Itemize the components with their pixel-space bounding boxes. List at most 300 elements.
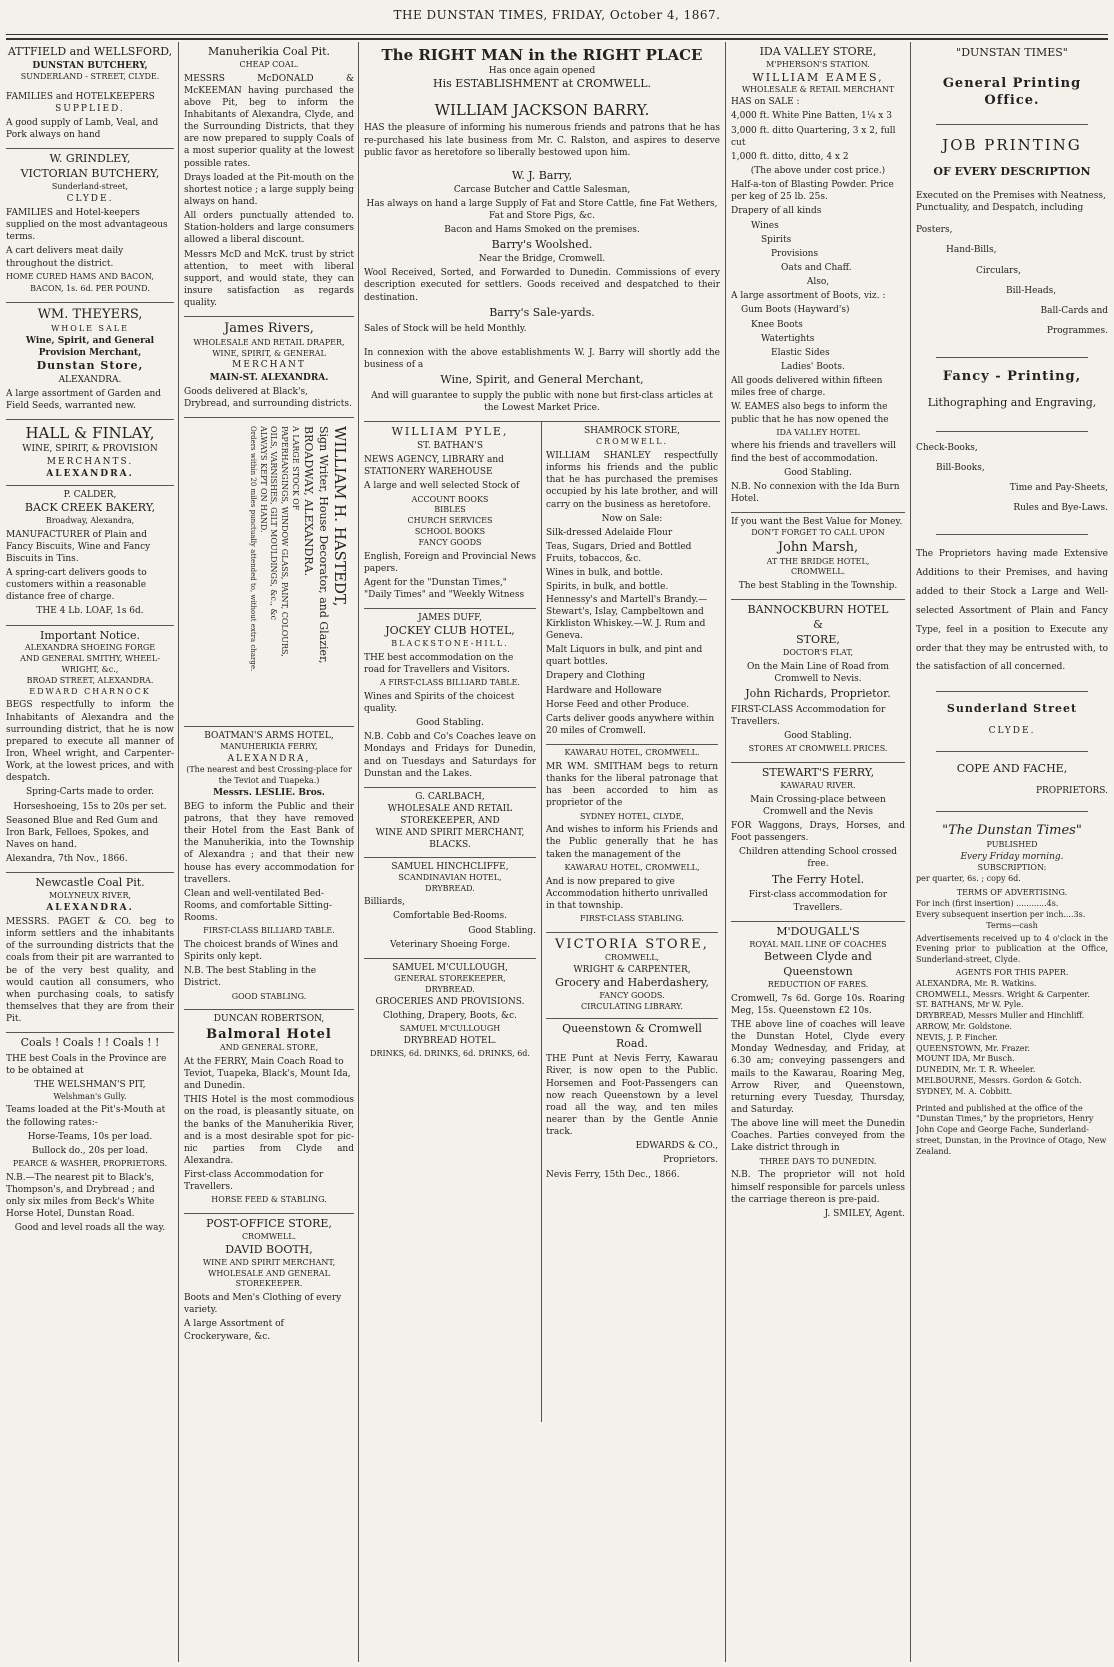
ad-section-title: Barry's Sale-yards. (489, 305, 595, 319)
ad-line: Orders within 20 miles punctually attended to, without extra charge. (248, 426, 257, 672)
ad-line: WHOLESALE & RETAIL MERCHANT (741, 85, 895, 95)
ad-bannockburn (731, 600, 905, 763)
ad-body: Gum Boots (Hayward's) (741, 305, 850, 316)
ad-line: Near the Bridge, Cromwell. (478, 254, 606, 265)
ad-body: Good Stabling. (784, 731, 852, 742)
ad-body: FOR Waggons, Drays, Horses, and Foot passengers. (731, 820, 905, 844)
ad-body: Horse-Teams, 10s per load. (27, 1131, 153, 1142)
ad-line: WHOLE SALE (51, 323, 129, 333)
ad-shamrock (546, 422, 718, 745)
printing-office-title: "DUNSTAN TIMES" (956, 46, 1068, 59)
ad-line: If you want the Best Value for Money. (731, 517, 903, 528)
ad-title: ATTFIELD and WELLSFORD, (7, 45, 173, 58)
column-divider (178, 42, 179, 1662)
ad-body: MESSRS. PAGET & CO. beg to inform settlers and the inhabitants of the surrounding districts that the coals from their pit are warranted to be of the very best quality, and would caution all consumers, who when purchasing coals, to satisfy themselves that they are from their Pit. (6, 917, 174, 1025)
ad-hinchcliffe (364, 858, 536, 959)
ad-title: BANNOCKBURN HOTEL (747, 603, 889, 617)
agent-entry: NEVIS, J. P. Fincher. (916, 1032, 998, 1042)
ad-body: A cart delivers meat daily throughout the district. (6, 246, 124, 269)
ad-line: His ESTABLISHMENT at CROMWELL. (432, 77, 651, 91)
terms-cash: Terms—cash (986, 920, 1038, 930)
ad-body: Seasoned Blue and Red Gum and Iron Bark, Felloes, Spokes, and Naves on hand. (6, 815, 158, 850)
ad-line: AND GENERAL STORE, (219, 1043, 319, 1053)
ad-town: CLYDE. (66, 193, 114, 204)
dunstan-times-title: "The Dunstan Times" (942, 823, 1082, 839)
ad-body: Wool Received, Sorted, and Forwarded to Dunedin. Commissions of every description executed for settlers. Goods received and despatched to their destination. (364, 268, 720, 303)
ad-title: P. CALDER, (63, 489, 117, 500)
printing-item: Bill-Heads, (1006, 285, 1057, 296)
ad-line: DRYBREAD. (425, 984, 475, 994)
ad-body: STORES AT CROMWELL PRICES. (748, 744, 888, 754)
ad-body: N.B. The proprietor will not hold himself responsible for parcels unless the carriage thereon is pre-paid. (731, 1170, 905, 1205)
ad-address: SUNDERLAND - STREET, CLYDE. (20, 71, 160, 81)
ad-line: MOLYNEUX RIVER, (48, 891, 132, 901)
ad-duff (364, 609, 536, 788)
ad-robertson (184, 1010, 354, 1214)
ad-body: NEWS AGENCY, LIBRARY and STATIONERY WAREHOUSE (364, 455, 504, 478)
ad-theyers (6, 303, 174, 420)
ad-line: Dunstan Store, (36, 358, 144, 372)
subcolumn-divider (541, 422, 542, 1422)
ad-body: On the Main Line of Road from Cromwell to Nevis. (747, 661, 889, 684)
ad-section-title: Barry's Woolshed. (491, 238, 593, 252)
ad-line: HAS on SALE : (731, 97, 800, 108)
ad-line: DOCTOR'S FLAT, (782, 647, 854, 657)
ad-body: Good Stabling. (784, 467, 852, 478)
ad-body: THREE DAYS TO DUNEDIN. (759, 1156, 877, 1166)
ad-body: Provisions (771, 248, 819, 259)
ad-body: The best Stabling in the Township. (738, 581, 898, 592)
ad-line: WRIGHT & CARPENTER, (573, 965, 691, 976)
agent-entry: ALEXANDRA, Mr. R. Watkins. (916, 978, 1037, 988)
ad-body: Teas, Sugars, Dried and Bottled Fruits, tobaccos, &c. (546, 542, 692, 565)
ad-body: EDWARDS & CO., (635, 1141, 718, 1152)
ad-line: AT THE BRIDGE HOTEL, (766, 556, 870, 566)
column-divider (358, 42, 359, 1662)
ad-line: REDUCTION OF FARES. (767, 979, 869, 989)
ad-body: Veterinary Shoeing Forge. (390, 939, 510, 950)
ad-body: Children attending School crossed free. (739, 847, 897, 870)
ad-attfield (6, 42, 174, 149)
ad-line: Has once again opened (488, 66, 596, 77)
ad-body: (The above under cost price.) (750, 165, 886, 176)
ad-line: John Richards, Proprietor. (745, 686, 891, 700)
ad-subtitle: Balmoral Hotel (206, 1026, 332, 1042)
ad-title: WILLIAM H. HASTEDT, (331, 426, 349, 607)
ad-line: ALEXANDRA, (227, 753, 311, 764)
ad-body: N.B. Cobb and Co's Coaches leave on Mondays and Fridays for Dunedin, and on Tuesdays and Saturdays for Dunstan and the Lakes. (364, 732, 536, 779)
rotated-advert (247, 426, 350, 716)
ad-body: Boots and Men's Clothing of every variety. (184, 1293, 342, 1316)
agent-entry: QUEENSTOWN, Mr. Frazer. (916, 1043, 1030, 1053)
ad-body: Malt Liquors in bulk, and pint and quart bottles. (546, 645, 703, 668)
ad-hastedt (184, 418, 354, 727)
ad-line: The Ferry Hotel. (771, 872, 865, 886)
ad-body: Hardware and Holloware (546, 685, 662, 696)
ad-hall-finlay (6, 420, 174, 486)
ad-line: BLACKSTONE-HILL. (391, 639, 509, 649)
column-divider (910, 42, 911, 1662)
printing-item: Circulars, (976, 265, 1021, 276)
ad-line: DRYBREAD. (425, 883, 475, 893)
ad-title: WILLIAM PYLE, (391, 425, 509, 439)
subscription-rates: per quarter, 6s. ; copy 6d. (916, 873, 1021, 883)
imprint: Printed and published at the office of the "Dunstan Times," by the proprietors, Henry John Cope and George Fache, Sunderland-street, Dunstan, in the Province of Otago, New Zealand. (916, 1103, 1107, 1156)
ad-manuherikia (184, 42, 354, 317)
ad-title: Newcastle Coal Pit. (35, 876, 145, 890)
ad-body: First-class accommodation for Travellers. (748, 890, 888, 913)
ad-body: Clothing, Drapery, Boots, &c. (383, 1010, 517, 1021)
ad-line: Sign Writer, House Decorator, and Glazier, (316, 426, 330, 664)
ad-body: A spring-cart delivers goods to customers within a reasonable distance free of charge. (6, 568, 147, 603)
ad-line: EDWARD CHARNOCK (29, 686, 151, 696)
ad-title: POST-OFFICE STORE, (206, 1217, 332, 1231)
ad-title: DUNCAN ROBERTSON, (213, 1014, 325, 1025)
ad-line: GROCERIES AND PROVISIONS. (375, 996, 525, 1007)
ad-body: Billiards, (364, 897, 406, 908)
ad-body: And is now prepared to give Accommodation hitherto unrivalled in that township. (546, 876, 708, 911)
ad-line: BROADWAY, ALEXANDRA. (301, 426, 315, 577)
ad-line: KAWARAU RIVER. (780, 780, 856, 790)
ad-body: Carts deliver goods anywhere within 20 miles of Cromwell. (546, 713, 715, 736)
ad-item: SCHOOL BOOKS (414, 526, 486, 536)
ad-line: GENERAL STOREKEEPER, (394, 974, 506, 984)
ad-body: THIS Hotel is the most commodious on the road, is pleasantly situate, on the banks of the Manuherikia River, and is a most desirable spot for pic-nic parties from Clyde and Alexandra. (184, 1095, 354, 1166)
ad-item: ACCOUNT BOOKS (411, 494, 489, 504)
ad-body: In connexion with the above establishments W. J. Barry will shortly add the business of a (364, 347, 720, 370)
ad-body: THE best accommodation on the road for Travellers and Visitors. (364, 652, 514, 675)
ad-body: Proprietors. (663, 1155, 718, 1166)
ad-line: BROAD STREET, ALEXANDRA. (26, 675, 154, 685)
ad-line: ST. BATHAN'S (416, 440, 484, 451)
ad-line: SCANDINAVIAN HOTEL, (398, 872, 502, 882)
ad-section-title: Wine, Spirit, and General Merchant, (440, 372, 644, 386)
ad-body: Bullock do., 20s per load. (31, 1145, 148, 1156)
ad-body: First-class Accommodation for Travellers. (184, 1170, 324, 1193)
ad-line: DON'T FORGET TO CALL UPON (751, 528, 885, 538)
ad-line: CROMWELL. (790, 567, 846, 577)
ad-body: THE best Coals in the Province are to be obtained at (6, 1054, 167, 1077)
masthead: THE DUNSTAN TIMES, FRIDAY, October 4, 1867. (393, 8, 721, 22)
ad-body: A good supply of Lamb, Veal, and Pork always on hand (6, 118, 159, 141)
ad-title: W. GRINDLEY, (49, 152, 131, 166)
ad-line: WHOLESALE AND RETAIL DRAPER, (193, 337, 345, 347)
ad-line: OILS, VARNISHES, GILT MOULDINGS, &c., &c (269, 426, 279, 621)
ad-body: HORSE FEED & STABLING. (211, 1195, 327, 1205)
printing-item: Programmes. (1046, 326, 1108, 337)
ad-body: Nevis Ferry, 15th Dec., 1866. (546, 1169, 680, 1180)
ad-body: A large assortment of Boots, viz. : (731, 291, 886, 302)
ad-mccullough (364, 959, 536, 1060)
ad-title: WM. THEYERS, (37, 307, 143, 323)
ad-rate: For inch (first insertion) ............4s. (916, 899, 1059, 909)
ad-body: FIRST-CLASS Accommodation for Travellers. (731, 704, 886, 727)
agent-entry: CROMWELL, Messrs. Wright & Carpenter. (916, 989, 1090, 999)
printing-body: Executed on the Premises with Neatness, Punctuality, and Despatch, including (916, 191, 1106, 214)
ad-body: FIRST-CLASS BILLIARD TABLE. (203, 926, 335, 936)
ad-body: MR WM. SMITHAM begs to return thanks for the liberal patronage that has been accorded to him as proprietor of the (546, 761, 718, 809)
ad-mdougall (731, 922, 905, 1220)
ad-body: THE Punt at Nevis Ferry, Kawarau River, is now open to the Public. Horsemen and Foot-Passengers can now reach Queenstown by a level road all the way, and ten miles nearer than by the Gentle Annie track. (546, 1054, 718, 1138)
ad-body: Horseshoeing, 15s to 20s per set. (13, 801, 167, 812)
ad-rate: Every subsequent insertion per inch....3s. (916, 909, 1086, 919)
ad-line: SAMUEL M'CULLOUGH (399, 1023, 501, 1033)
ad-name: WILLIAM JACKSON BARRY. (434, 101, 650, 120)
ad-body: Wines (751, 220, 779, 231)
ad-body: Drays loaded at the Pit-mouth on the shortest notice ; a large supply being always on hand. (184, 172, 354, 208)
ad-post-office (184, 1214, 354, 1342)
ad-title: Manuherikia Coal Pit. (207, 45, 331, 58)
column-divider (725, 42, 726, 1662)
ad-body: A FIRST-CLASS BILLIARD TABLE. (380, 678, 520, 688)
printing-item: Rules and Bye-Laws. (1013, 502, 1108, 513)
printing-body: The Proprietors having made Extensive Additions to their Premises, and having added to their Stock a Large and Well-selected Assortment of Plain and Fancy Type, feel in a position to Execute any order that they may be entrusted with, to the satisfaction of all concerned. (916, 549, 1108, 673)
ad-body: Now on Sale: (601, 513, 663, 524)
ad-body: Drapery of all kinds (731, 206, 822, 217)
ad-line: ALWAYS KEPT ON HAND. (258, 426, 268, 533)
agent-entry: MOUNT IDA, Mr Busch. (916, 1054, 1015, 1064)
top-rule (6, 34, 1108, 35)
ad-body: Alexandra, 7th Nov., 1866. (6, 854, 128, 865)
ad-body: The above line will meet the Dunedin Coaches. Parties conveyed from the Lake district through in (731, 1119, 905, 1154)
ad-line: A LARGE STOCK OF (291, 426, 301, 511)
ad-body: Main Crossing-place between Cromwell and the Nevis (750, 794, 886, 817)
ad-body: N.B.—The nearest pit to Black's, Thompson's, and Drybread ; and only six miles from Beck's White Horse Hotel, Dunstan Road. (6, 1172, 155, 1220)
ad-line: Welshman's Gully. (53, 1091, 127, 1101)
ad-line: WHOLESALE AND RETAIL (387, 804, 513, 815)
terms-of-advertising: TERMS OF ADVERTISING. (956, 888, 1068, 898)
ad-body: English, Foreign and Provincial News papers. (364, 551, 536, 574)
ad-body: BACON, 1s. 6d. PER POUND. (30, 284, 150, 294)
agent-entry: ARROW, Mr. Goldstone. (916, 1021, 1012, 1031)
printing-item: Posters, (916, 225, 953, 236)
ad-line: WINE, SPIRIT, & GENERAL (212, 348, 326, 358)
ad-line: WINE AND SPIRIT MERCHANT, (202, 1257, 336, 1267)
ad-title: SHAMROCK STORE, (583, 426, 681, 437)
ad-kawarau (546, 745, 718, 933)
ad-body: KAWARAU HOTEL, CROMWELL, (564, 862, 700, 872)
ad-line: MERCHANTS. (46, 456, 134, 467)
ad-title: The RIGHT MAN in the RIGHT PLACE (381, 46, 703, 64)
ad-address: Sunderland-street, (51, 182, 129, 192)
ad-body: THE above line of coaches will leave the Dunstan Hotel, Clyde every Monday Wednesday, and Friday, at 6.30 am; conveying passengers and mails to the Kawarau, Roaring Meg, Arrow River, and Queenstown, returning every Tuesday, Thursday, and Saturday. (731, 1020, 905, 1116)
ad-body: All orders punctually attended to. Station-holders and large consumers allowed a liberal discount. (184, 211, 354, 246)
ad-body: N.B. No connexion with the Ida Burn Hotel. (731, 481, 900, 505)
ad-line: MANUHERIKIA FERRY, (220, 742, 318, 752)
clyde: CLYDE. (988, 726, 1036, 737)
ad-line: Provision Merchant, (38, 347, 142, 358)
ad-line: FANCY GOODS. (599, 991, 665, 1001)
advertisement-note: Advertisements received up to 4 o'clock in the Evening prior to publication at the Office, Sunderland-street, Clyde. (916, 933, 1108, 965)
ad-body: Watertights (761, 333, 815, 344)
ad-body: Messrs McD and McK. trust by strict attention, to meet with liberal support, and would state, they can insure satisfaction as regards quality. (184, 249, 354, 309)
every-friday: Every Friday morning. (960, 851, 1064, 862)
ad-body: Goods delivered at Black's, Drybread, and surrounding districts. (184, 386, 352, 409)
ad-line: SUPPLIED. (55, 103, 125, 114)
ad-line: STOREKEEPER, AND (400, 816, 500, 827)
ad-body: Cromwell, 7s 6d. Gorge 10s. Roaring Meg, 15s. Queenstown £2 10s. (731, 993, 905, 1016)
ad-body: Sales of Stock will be held Monthly. (364, 323, 527, 334)
ad-body: HOME CURED HAMS AND BACON, (6, 271, 154, 281)
ad-body: Comfortable Bed-Rooms. (392, 911, 508, 922)
ad-victoria (546, 933, 718, 1019)
ad-coals (6, 1033, 174, 1234)
ad-body: J. SMILEY, Agent. (824, 1208, 905, 1219)
ad-body: Wines and Spirits of the choicest quality. (364, 691, 515, 715)
ad-subtitle: CHEAP COAL. (239, 59, 299, 69)
ad-body: Spring-Carts made to order. (25, 787, 155, 798)
ad-body: Half-a-ton of Blasting Powder. Price per keg of 25 lb. 25s. (731, 180, 894, 203)
job-printing-heading: JOB PRINTING (942, 135, 1082, 154)
ad-title: BOATMAN'S ARMS HOTEL, (204, 731, 334, 742)
ad-title: Queenstown & Cromwell Road. (562, 1021, 702, 1050)
ad-body: Elastic Sides (771, 347, 830, 358)
ad-title: IDA VALLEY STORE, (759, 45, 877, 58)
ad-body: The choicest brands of Wines and Spirits only kept. (184, 940, 339, 963)
ad-grindley (6, 149, 174, 303)
ad-body: Good and level roads all the way. (14, 1223, 166, 1234)
ad-line: Grocery and Haberdashery, (555, 976, 709, 990)
ad-title: SAMUEL HINCHCLIFFE, (391, 861, 509, 872)
ad-body: A large Assortment of Crockeryware, &c. (184, 1319, 284, 1342)
ad-notice (6, 626, 174, 874)
agent-entry: MELBOURNE, Messrs. Gordon & Gotch. (916, 1075, 1082, 1085)
ad-line: BLACKS. (429, 840, 471, 851)
ad-body: GOOD STABLING. (231, 991, 307, 1001)
ad-body: THE 4 Lb. LOAF, 1s 6d. (36, 606, 144, 617)
ad-line: ROYAL MAIL LINE OF COACHES (749, 939, 887, 949)
column-4 (731, 42, 905, 1662)
ad-carlbach (364, 788, 536, 858)
ad-body: 4,000 ft. White Pine Batten, 1¼ x 3 (731, 111, 892, 122)
ad-body: A large and well selected Stock of (364, 481, 520, 492)
ad-body: Knee Boots (751, 319, 803, 330)
cope-and-fache: COPE AND FACHE, (956, 762, 1068, 776)
proprietors: PROPRIETORS. (1035, 786, 1108, 797)
ad-line: CROMWELL. (241, 1232, 297, 1242)
ad-line: (The nearest and best Crossing-place for the Teviot and Tuapeka.) (186, 765, 352, 785)
ad-body: MESSRS McDONALD & McKEEMAN having purchased the above Pit, beg to inform the Inhabitants of Alexandra, Clyde, and the Surrounding Districts, that they are now prepared to supply Coals of a most superior quality at the lowest possible rates. (184, 73, 354, 169)
ad-line: ALEXANDRA. (46, 468, 134, 479)
ad-body: Drapery and Clothing (546, 671, 646, 682)
ad-body: Has always on hand a large Supply of Fat and Store Cattle, fine Fat Wethers, Fat and Store Pigs, &c. (366, 198, 718, 222)
ad-line: THE WELSHMAN'S PIT, (34, 1080, 146, 1091)
printing-item: Ball-Cards and (1040, 305, 1108, 316)
ad-ida-valley (731, 42, 905, 513)
ad-body: Wines in bulk, and bottle. (546, 568, 663, 579)
ad-line: ALEXANDRA SHOEING FORGE (24, 643, 156, 653)
column-5 (916, 42, 1108, 1662)
agent-entry: SYDNEY, M. A. Cobbitt. (916, 1086, 1013, 1096)
ad-body: FIRST-CLASS STABLING. (580, 913, 684, 923)
ad-body: And wishes to inform his Friends and the Public generally that he has taken the management of the (546, 825, 718, 860)
ad-line: WILLIAM EAMES, (752, 70, 884, 84)
ad-body: All goods delivered within fifteen miles free of charge. (731, 376, 883, 399)
column-3 (364, 42, 720, 1662)
ad-line: M'PHERSON'S STATION. (766, 59, 870, 69)
ad-body: Teams loaded at the Pit's-Mouth at the following rates:- (6, 1105, 166, 1128)
ad-line: CROMWELL. (595, 437, 669, 447)
ad-body: Silk-dressed Adelaide Flour (546, 527, 673, 538)
ad-line: DAVID BOOTH, (225, 1242, 313, 1256)
ad-queenstown (546, 1019, 718, 1181)
ad-line: MERCHANT (232, 360, 306, 371)
ad-item: FANCY GOODS (418, 537, 482, 547)
ad-title: James Rivers, (224, 321, 314, 337)
ad-body: DRINKS, 6d. DRINKS, 6d. DRINKS, 6d. (370, 1048, 530, 1058)
ad-subtitle: BACK CREEK BAKERY, (24, 500, 156, 514)
ad-line: FAMILIES and HOTELKEEPERS (6, 91, 155, 102)
ad-line: Carcase Butcher and Cattle Salesman, (453, 184, 631, 195)
published: PUBLISHED (986, 839, 1038, 849)
ad-line: PEARCE & WASHER, PROPRIETORS. (12, 1158, 168, 1168)
ad-title: JAMES DUFF, (418, 613, 482, 624)
printing-item: Bill-Books, (936, 462, 985, 473)
ad-body: Horse Feed and other Produce. (546, 699, 690, 710)
ad-line: STORE, (796, 633, 840, 647)
ad-body: BEGS respectfully to inform the Inhabitants of Alexandra and the surrounding district, that he is now prepared to execute all manner of Iron, Wheel wright, and Carpenter-Work, at the lowest prices, and with despatch. (6, 700, 174, 784)
ad-line: WINE, SPIRIT, & PROVISION (22, 444, 158, 455)
agent-entry: ST. BATHANS, Mr W. Pyle. (916, 1000, 1024, 1010)
ad-title: Important Notice. (39, 628, 141, 642)
ad-line: ALEXANDRA. (58, 374, 122, 385)
ad-item: CHURCH SERVICES (407, 516, 493, 526)
column-2 (184, 42, 354, 1662)
every-description: OF EVERY DESCRIPTION (933, 165, 1091, 179)
ad-body: N.B. The best Stabling in the District. (184, 966, 317, 989)
ad-body: At the FERRY, Main Coach Road to Teviot, Tuapeka, Black's, Mount Ida, and Dunedin. (184, 1056, 351, 1092)
ad-body: Ladies' Boots. (781, 361, 845, 372)
ad-rivers (184, 317, 354, 418)
ad-title: VICTORIA STORE, (555, 936, 709, 952)
ad-body: Agent for the "Dunstan Times," "Daily Times" and "Weekly Witness (364, 577, 525, 600)
ad-line: WINE AND SPIRIT MERCHANT, (375, 828, 525, 839)
ad-body: IDA VALLEY HOTEL (776, 427, 860, 437)
ad-stewarts-ferry (731, 763, 905, 922)
ad-line: WHOLESALE AND GENERAL (208, 1268, 330, 1278)
ad-title: John Marsh, (777, 540, 859, 556)
ad-pyle (364, 422, 536, 609)
ad-line: CIRCULATING LIBRARY. (581, 1001, 683, 1011)
lithographing: Lithographing and Engraving, (927, 395, 1097, 409)
printing-item: Hand-Bills, (946, 245, 997, 256)
ad-barry (364, 42, 720, 422)
ad-subtitle: DUNSTAN BUTCHERY, (32, 60, 148, 71)
ad-body: Spirits, in bulk, and bottle. Hennessy's and Martell's Brandy.—Stewart's, Islay, Campbeltown and Kirkliston Whiskey.—W. J. Rum and Geneva. (546, 582, 708, 642)
ad-body: FAMILIES and Hotel-keepers supplied on the most advantageous terms. (6, 207, 168, 243)
ad-title: STEWART'S FERRY, (761, 766, 875, 780)
ad-title: Coals ! Coals ! ! Coals ! ! (20, 1036, 160, 1050)
ad-body: 3,000 ft. ditto Quartering, 3 x 2, full cut (731, 125, 896, 148)
ad-line: DRYBREAD HOTEL. (403, 1035, 497, 1046)
ad-body: And will guarantee to supply the public with none but first-class articles at the Lowest Market Price. (371, 390, 713, 413)
ad-newcastle (6, 873, 174, 1033)
printing-item: Check-Books, (916, 442, 978, 453)
ad-line: CROMWELL, (604, 953, 660, 963)
ad-marsh (731, 513, 905, 600)
subscription: SUBSCRIPTION: (977, 862, 1047, 872)
ad-body: W. EAMES also begs to inform the public that he has now opened the (731, 402, 889, 425)
ad-title: G. CARLBACH, (415, 791, 485, 802)
ad-body: A large assortment of Garden and Field Seeds, warranted new. (6, 388, 162, 412)
ad-body: Also, (806, 277, 830, 288)
ad-body: WILLIAM SHANLEY respectfully informs his friends and the public that he has purchased the premises occupied by his late brother, and will carry on the business as heretofore. (546, 451, 718, 510)
ad-line: MAIN-ST. ALEXANDRA. (209, 372, 329, 383)
ad-boatmans (184, 727, 354, 1010)
printing-item: Time and Pay-Sheets, (1009, 482, 1108, 493)
ad-body: Clean and well-ventilated Bed-Rooms, and comfortable Sitting-Rooms. (184, 888, 332, 924)
ad-body: MANUFACTURER of Plain and Fancy Biscuits, Wine and Fancy Biscuits in Tins. (6, 529, 151, 564)
